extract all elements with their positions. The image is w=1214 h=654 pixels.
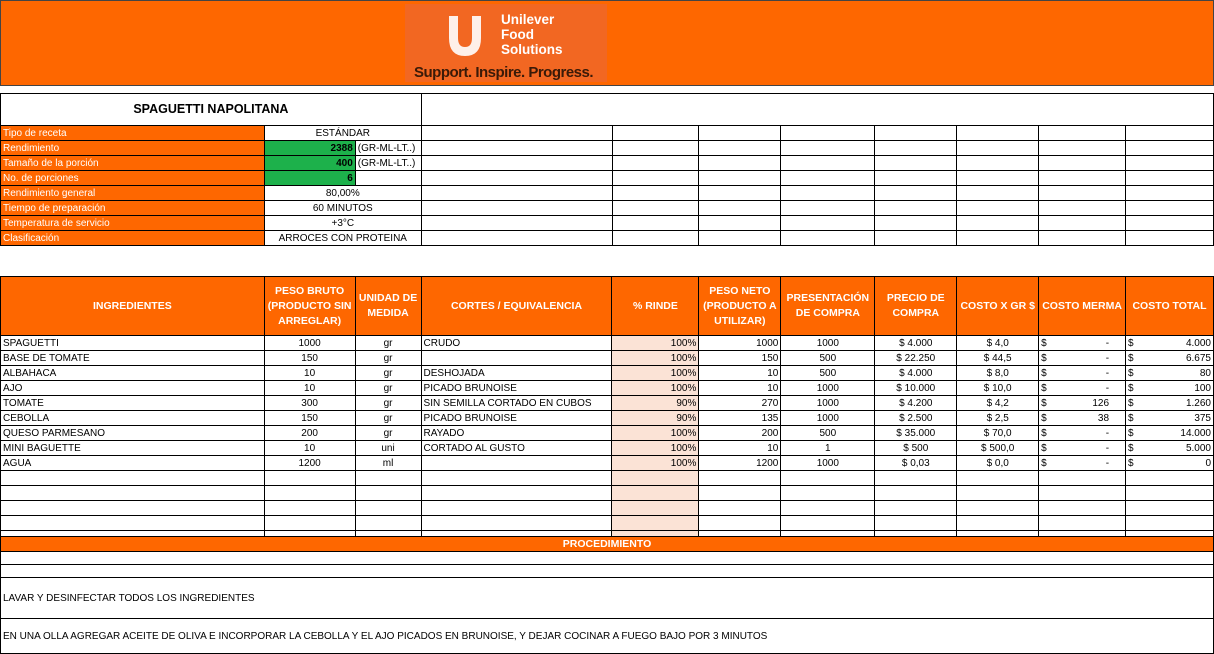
- info-label: Tipo de receta: [1, 126, 265, 141]
- rinde[interactable]: 90%: [612, 411, 699, 426]
- brand-name: Unilever Food Solutions: [501, 12, 563, 57]
- costo-merma: -: [1105, 457, 1110, 469]
- recipe-info-table: [0, 93, 1214, 246]
- ingredient-name[interactable]: TOMATE: [1, 396, 265, 411]
- currency-symbol: $: [1041, 442, 1047, 454]
- costo-gr: $ 10,0: [957, 381, 1039, 396]
- peso-neto: 270: [699, 396, 781, 411]
- rinde[interactable]: 100%: [612, 336, 699, 351]
- ingredient-name[interactable]: ALBAHACA: [1, 366, 265, 381]
- precio-compra[interactable]: $ 2.500: [875, 411, 957, 426]
- column-header: PESO BRUTO (PRODUCTO SIN ARREGLAR): [264, 277, 355, 336]
- recipe-info-row: [1, 201, 1214, 216]
- ingredients-header-row: [1, 277, 1214, 336]
- recipe-info-row: [1, 216, 1214, 231]
- info-unit: [355, 171, 421, 186]
- procedure-title: PROCEDIMIENTO: [1, 537, 1214, 552]
- costo-total: 6.675: [1185, 352, 1211, 364]
- peso-neto: 200: [699, 426, 781, 441]
- presentacion[interactable]: 1000: [781, 336, 875, 351]
- info-value[interactable]: 60 MINUTOS: [264, 201, 421, 216]
- column-header: COSTO TOTAL: [1126, 277, 1214, 336]
- column-header: COSTO MERMA: [1039, 277, 1126, 336]
- currency-symbol: $: [1041, 367, 1047, 379]
- info-value[interactable]: ESTÁNDAR: [264, 126, 421, 141]
- precio-compra[interactable]: $ 4.000: [875, 336, 957, 351]
- costo-total: 80: [1199, 367, 1211, 379]
- rinde[interactable]: 100%: [612, 351, 699, 366]
- costo-total: 0: [1205, 457, 1211, 469]
- precio-compra[interactable]: $ 500: [875, 441, 957, 456]
- corte[interactable]: SIN SEMILLA CORTADO EN CUBOS: [421, 396, 612, 411]
- peso-bruto[interactable]: 200: [264, 426, 355, 441]
- currency-symbol: $: [1041, 457, 1047, 469]
- presentacion[interactable]: 500: [781, 366, 875, 381]
- info-value[interactable]: 80,00%: [264, 186, 421, 201]
- recipe-info-row: [1, 141, 1214, 156]
- peso-neto: 10: [699, 381, 781, 396]
- ingredient-name[interactable]: CEBOLLA: [1, 411, 265, 426]
- costo-total: 5.000: [1185, 442, 1211, 454]
- costo-merma: -: [1105, 442, 1110, 454]
- corte[interactable]: CRUDO: [421, 336, 612, 351]
- costo-total: 100: [1194, 382, 1211, 394]
- column-header: CORTES / EQUIVALENCIA: [421, 277, 612, 336]
- corte[interactable]: [421, 456, 612, 471]
- currency-symbol: $: [1128, 457, 1134, 469]
- empty-row: [1, 501, 1214, 516]
- info-label: Tiempo de preparación: [1, 201, 265, 216]
- unidad[interactable]: uni: [355, 441, 421, 456]
- currency-symbol: $: [1128, 397, 1134, 409]
- corte[interactable]: [421, 351, 612, 366]
- ingredients-table: [0, 276, 1214, 546]
- currency-symbol: $: [1041, 397, 1047, 409]
- ingredient-name[interactable]: QUESO PARMESANO: [1, 426, 265, 441]
- peso-bruto[interactable]: 150: [264, 351, 355, 366]
- procedure-step: LAVAR Y DESINFECTAR TODOS LOS INGREDIENTES: [1, 578, 1214, 619]
- presentacion[interactable]: 500: [781, 351, 875, 366]
- peso-neto: 1200: [699, 456, 781, 471]
- unidad[interactable]: gr: [355, 411, 421, 426]
- costo-merma: -: [1105, 367, 1110, 379]
- ingredient-name[interactable]: BASE DE TOMATE: [1, 351, 265, 366]
- rinde[interactable]: 100%: [612, 366, 699, 381]
- peso-bruto[interactable]: 10: [264, 381, 355, 396]
- recipe-info-row: [1, 186, 1214, 201]
- currency-symbol: $: [1041, 412, 1047, 424]
- rinde[interactable]: 100%: [612, 456, 699, 471]
- presentacion[interactable]: 1000: [781, 411, 875, 426]
- corte[interactable]: RAYADO: [421, 426, 612, 441]
- unidad[interactable]: gr: [355, 366, 421, 381]
- peso-neto: 1000: [699, 336, 781, 351]
- ingredient-name[interactable]: MINI BAGUETTE: [1, 441, 265, 456]
- presentacion[interactable]: 1000: [781, 456, 875, 471]
- info-unit: (GR-ML-LT..): [355, 156, 421, 171]
- currency-symbol: $: [1128, 352, 1134, 364]
- procedure-step: EN UNA OLLA AGREGAR ACEITE DE OLIVA E INCORPORAR LA CEBOLLA Y EL AJO PICADOS EN BRUNOISE, Y DEJAR COCINAR A FUEGO BAJO POR 3 MINUTOS: [1, 619, 1214, 654]
- currency-symbol: $: [1128, 442, 1134, 454]
- costo-total: 4.000: [1185, 337, 1211, 349]
- currency-symbol: $: [1041, 427, 1047, 439]
- costo-gr: $ 0,0: [957, 456, 1039, 471]
- costo-gr: $ 500,0: [957, 441, 1039, 456]
- info-value[interactable]: 6: [264, 171, 355, 186]
- presentacion[interactable]: 500: [781, 426, 875, 441]
- recipe-title: SPAGUETTI NAPOLITANA: [1, 94, 422, 126]
- peso-bruto[interactable]: 300: [264, 396, 355, 411]
- presentacion[interactable]: 1: [781, 441, 875, 456]
- ingredient-row: [1, 441, 1214, 456]
- empty-row: [1, 486, 1214, 501]
- recipe-info-row: [1, 231, 1214, 246]
- costo-total: 1.260: [1185, 397, 1211, 409]
- info-label: Temperatura de servicio: [1, 216, 265, 231]
- recipe-info-row: [1, 171, 1214, 186]
- currency-symbol: $: [1128, 337, 1134, 349]
- costo-gr: $ 70,0: [957, 426, 1039, 441]
- costo-total: 14.000: [1180, 427, 1211, 439]
- info-value[interactable]: 2388: [264, 141, 355, 156]
- costo-merma: -: [1105, 337, 1110, 349]
- info-label: Rendimiento general: [1, 186, 265, 201]
- peso-bruto[interactable]: 10: [264, 366, 355, 381]
- peso-neto: 10: [699, 441, 781, 456]
- corte[interactable]: PICADO BRUNOISE: [421, 411, 612, 426]
- column-header: UNIDAD DE MEDIDA: [355, 277, 421, 336]
- column-header: COSTO X GR $: [957, 277, 1039, 336]
- ingredient-row: [1, 366, 1214, 381]
- ingredient-name[interactable]: AGUA: [1, 456, 265, 471]
- recipe-info-row: [1, 156, 1214, 171]
- currency-symbol: $: [1128, 427, 1134, 439]
- costo-merma: -: [1105, 352, 1110, 364]
- currency-symbol: $: [1041, 352, 1047, 364]
- column-header: PRESENTACIÓN DE COMPRA: [781, 277, 875, 336]
- currency-symbol: $: [1128, 367, 1134, 379]
- peso-bruto[interactable]: 1000: [264, 336, 355, 351]
- recipe-info-row: [1, 126, 1214, 141]
- unidad[interactable]: gr: [355, 381, 421, 396]
- ingredient-row: [1, 396, 1214, 411]
- header-banner: [0, 0, 1214, 86]
- costo-gr: $ 8,0: [957, 366, 1039, 381]
- info-label: Clasificación: [1, 231, 265, 246]
- precio-compra[interactable]: $ 4.000: [875, 366, 957, 381]
- peso-neto: 135: [699, 411, 781, 426]
- info-unit: (GR-ML-LT..): [355, 141, 421, 156]
- costo-merma: -: [1105, 427, 1110, 439]
- unilever-u-icon: [445, 14, 485, 58]
- column-header: % RINDE: [612, 277, 699, 336]
- ingredient-name[interactable]: AJO: [1, 381, 265, 396]
- ingredient-name[interactable]: SPAGUETTI: [1, 336, 265, 351]
- costo-merma: 126: [1092, 397, 1110, 409]
- peso-bruto[interactable]: 10: [264, 441, 355, 456]
- ingredient-row: [1, 456, 1214, 471]
- rinde[interactable]: 100%: [612, 426, 699, 441]
- costo-merma: 38: [1097, 412, 1110, 424]
- peso-neto: 10: [699, 366, 781, 381]
- empty-row: [1, 471, 1214, 486]
- rinde[interactable]: 100%: [612, 441, 699, 456]
- precio-compra[interactable]: $ 22.250: [875, 351, 957, 366]
- rinde[interactable]: 90%: [612, 396, 699, 411]
- ingredient-row: [1, 381, 1214, 396]
- ingredient-row: [1, 351, 1214, 366]
- costo-gr: $ 44,5: [957, 351, 1039, 366]
- peso-bruto[interactable]: 150: [264, 411, 355, 426]
- currency-symbol: $: [1041, 337, 1047, 349]
- info-label: Rendimiento: [1, 141, 265, 156]
- precio-compra[interactable]: $ 0,03: [875, 456, 957, 471]
- unidad[interactable]: gr: [355, 336, 421, 351]
- precio-compra[interactable]: $ 4.200: [875, 396, 957, 411]
- info-value[interactable]: +3°C: [264, 216, 421, 231]
- info-value[interactable]: ARROCES CON PROTEINA: [264, 231, 421, 246]
- costo-gr: $ 2,5: [957, 411, 1039, 426]
- corte[interactable]: CORTADO AL GUSTO: [421, 441, 612, 456]
- unidad[interactable]: ml: [355, 456, 421, 471]
- precio-compra[interactable]: $ 10.000: [875, 381, 957, 396]
- unidad[interactable]: gr: [355, 396, 421, 411]
- presentacion[interactable]: 1000: [781, 396, 875, 411]
- peso-bruto[interactable]: 1200: [264, 456, 355, 471]
- column-header: PRECIO DE COMPRA: [875, 277, 957, 336]
- costo-gr: $ 4,2: [957, 396, 1039, 411]
- ingredient-row: [1, 336, 1214, 351]
- unidad[interactable]: gr: [355, 351, 421, 366]
- currency-symbol: $: [1128, 382, 1134, 394]
- currency-symbol: $: [1128, 412, 1134, 424]
- ingredient-row: [1, 411, 1214, 426]
- brand-tagline: Support. Inspire. Progress.: [414, 64, 594, 81]
- column-header: PESO NETO (PRODUCTO A UTILIZAR): [699, 277, 781, 336]
- costo-merma: -: [1105, 382, 1110, 394]
- info-value[interactable]: 400: [264, 156, 355, 171]
- peso-neto: 150: [699, 351, 781, 366]
- corte[interactable]: PICADO BRUNOISE: [421, 381, 612, 396]
- procedure-table: [0, 536, 1214, 654]
- precio-compra[interactable]: $ 35.000: [875, 426, 957, 441]
- column-header: INGREDIENTES: [1, 277, 265, 336]
- currency-symbol: $: [1041, 382, 1047, 394]
- corte[interactable]: DESHOJADA: [421, 366, 612, 381]
- rinde[interactable]: 100%: [612, 381, 699, 396]
- info-label: No. de porciones: [1, 171, 265, 186]
- presentacion[interactable]: 1000: [781, 381, 875, 396]
- ingredient-row: [1, 426, 1214, 441]
- costo-total: 375: [1194, 412, 1211, 424]
- empty-row: [1, 516, 1214, 531]
- brand-logo: [405, 4, 607, 82]
- costo-gr: $ 4,0: [957, 336, 1039, 351]
- info-label: Tamaño de la porción: [1, 156, 265, 171]
- unidad[interactable]: gr: [355, 426, 421, 441]
